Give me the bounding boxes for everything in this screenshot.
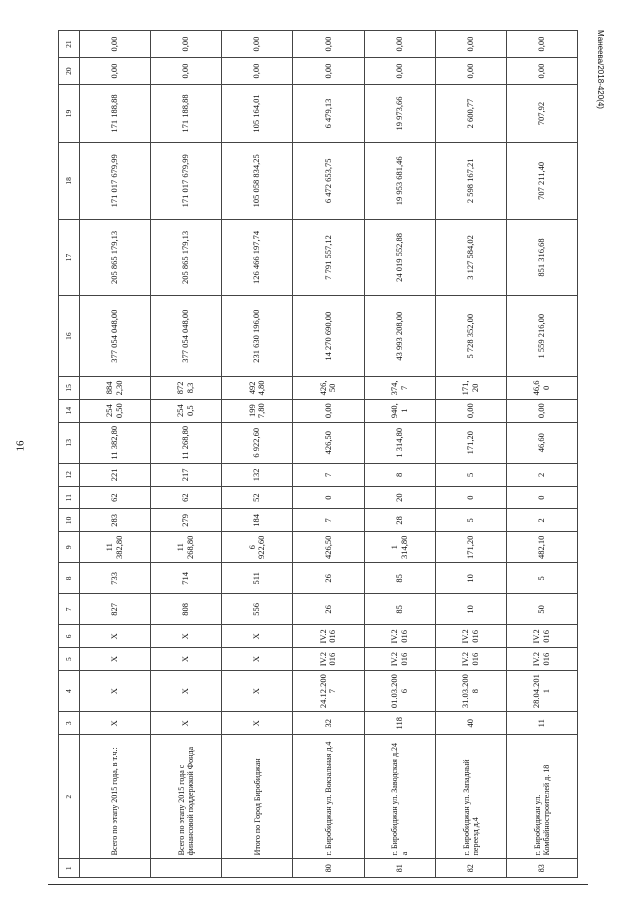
table-cell: 10 xyxy=(435,594,506,625)
table-cell: 171,20 xyxy=(435,377,506,400)
table-cell: 0,00 xyxy=(80,31,151,58)
row-index: 83 xyxy=(506,859,577,878)
table-cell: 377 054 048,00 xyxy=(80,296,151,377)
table-cell: 85 xyxy=(364,563,435,594)
table-cell: 11 382,80 xyxy=(80,422,151,463)
table-cell: 426,50 xyxy=(293,532,364,563)
table-cell: 0,00 xyxy=(364,31,435,58)
table-cell: 8842,30 xyxy=(80,377,151,400)
table-cell: 556 xyxy=(222,594,293,625)
table-cell: 482,10 xyxy=(506,532,577,563)
row-index: 80 xyxy=(293,859,364,878)
table-cell: 10 xyxy=(435,563,506,594)
table-cell: X xyxy=(222,670,293,711)
column-number: 5 xyxy=(59,648,80,671)
table-row xyxy=(151,31,222,878)
table-cell: 0,00 xyxy=(293,58,364,85)
table-cell: 426,50 xyxy=(293,422,364,463)
table-cell: 7 xyxy=(293,509,364,532)
column-number: 1 xyxy=(59,859,80,878)
row-label: Всего по этапу 2015 года, в т.ч.: xyxy=(80,735,151,859)
row-index: 82 xyxy=(435,859,506,878)
page-number: 16 xyxy=(14,440,27,452)
table-row xyxy=(293,31,364,878)
row-index: 81 xyxy=(364,859,435,878)
column-number: 13 xyxy=(59,422,80,463)
table-cell: 126 466 197,74 xyxy=(222,219,293,296)
table-cell: 0,00 xyxy=(435,58,506,85)
table-cell: 01.03.2006 xyxy=(364,670,435,711)
table-cell: 28.04.2011 xyxy=(506,670,577,711)
table-cell: 46,60 xyxy=(506,422,577,463)
table-cell: 14 270 690,00 xyxy=(293,296,364,377)
column-number: 3 xyxy=(59,712,80,735)
table-cell: 171,20 xyxy=(435,532,506,563)
column-number: 12 xyxy=(59,463,80,486)
table-cell: 52 xyxy=(222,486,293,509)
table-cell: 377 054 048,00 xyxy=(151,296,222,377)
table-cell: 2540,5 xyxy=(151,399,222,422)
table-cell: 2 xyxy=(506,509,577,532)
table-cell: 11 268,80 xyxy=(151,422,222,463)
table-cell: 2 600,77 xyxy=(435,85,506,143)
table-cell: 8728,3 xyxy=(151,377,222,400)
table-cell: 3 127 584,02 xyxy=(435,219,506,296)
table-cell: 11 xyxy=(506,712,577,735)
table-cell: 85 xyxy=(364,594,435,625)
table-cell: 0,00 xyxy=(151,58,222,85)
table-cell: X xyxy=(222,648,293,671)
column-number: 14 xyxy=(59,399,80,422)
table-cell: 19 953 681,46 xyxy=(364,143,435,220)
table-cell: 1997,80 xyxy=(222,399,293,422)
table-cell: 5 728 352,00 xyxy=(435,296,506,377)
table-cell: X xyxy=(222,712,293,735)
table-cell: 4924,80 xyxy=(222,377,293,400)
table-cell: 118 xyxy=(364,712,435,735)
table-cell: 11 382,80 xyxy=(80,532,151,563)
table-cell: 26 xyxy=(293,563,364,594)
table-cell: 0,00 xyxy=(435,31,506,58)
table-cell: IV.2016 xyxy=(435,625,506,648)
table-cell: 714 xyxy=(151,563,222,594)
table-cell: 0,00 xyxy=(293,399,364,422)
table-cell: IV.2016 xyxy=(364,625,435,648)
table-cell: 5 xyxy=(435,463,506,486)
column-number: 6 xyxy=(59,625,80,648)
table-cell: 0,00 xyxy=(435,399,506,422)
table-cell: 20 xyxy=(364,486,435,509)
table-cell: 707,92 xyxy=(506,85,577,143)
table-cell: 0,00 xyxy=(506,31,577,58)
table-cell: 2 xyxy=(506,463,577,486)
table-row xyxy=(364,31,435,878)
table-cell: 808 xyxy=(151,594,222,625)
row-index xyxy=(80,859,151,878)
table-cell: 19 973,66 xyxy=(364,85,435,143)
footer-divider xyxy=(48,884,588,885)
document-reference: Манеева/2018-420(4) xyxy=(596,30,605,109)
table-cell: 0,00 xyxy=(506,399,577,422)
table-cell: 231 630 196,00 xyxy=(222,296,293,377)
table-cell: 2 598 167,21 xyxy=(435,143,506,220)
table-cell: X xyxy=(151,670,222,711)
table-cell: IV.2016 xyxy=(293,648,364,671)
table-cell: 26 xyxy=(293,594,364,625)
table-cell: 24 019 552,88 xyxy=(364,219,435,296)
table-cell: 0,00 xyxy=(364,58,435,85)
table-cell: 6 922,60 xyxy=(222,532,293,563)
table-cell: 827 xyxy=(80,594,151,625)
table-cell: 105 164,01 xyxy=(222,85,293,143)
table-cell: 0,00 xyxy=(222,58,293,85)
table-row xyxy=(222,31,293,878)
table-cell: 7 xyxy=(293,463,364,486)
table-cell: 40 xyxy=(435,712,506,735)
table-cell: 205 865 179,13 xyxy=(80,219,151,296)
table-cell: 171,20 xyxy=(435,422,506,463)
table-cell: 8 xyxy=(364,463,435,486)
table-cell: X xyxy=(222,625,293,648)
column-number: 15 xyxy=(59,377,80,400)
table-cell: IV.2016 xyxy=(293,625,364,648)
table-cell: 1 314,80 xyxy=(364,532,435,563)
table-cell: 0,00 xyxy=(80,58,151,85)
table-cell: 0,00 xyxy=(293,31,364,58)
table-row xyxy=(80,31,151,878)
table-cell: 221 xyxy=(80,463,151,486)
table-cell: 43 993 208,00 xyxy=(364,296,435,377)
table-cell: 511 xyxy=(222,563,293,594)
column-number: 8 xyxy=(59,563,80,594)
row-label: Итого по Город Биробиджан xyxy=(222,735,293,859)
row-label: г. Биробиджан ул. Заводская д.24 а xyxy=(364,735,435,859)
table-cell: 62 xyxy=(151,486,222,509)
table-cell: 184 xyxy=(222,509,293,532)
table-cell: 171 017 679,99 xyxy=(151,143,222,220)
row-label: Всего по этапу 2015 года с финансовой поддержкой Фонда xyxy=(151,735,222,859)
table-cell: 940,1 xyxy=(364,399,435,422)
table-cell: 0,00 xyxy=(222,31,293,58)
table-cell: 1 559 216,00 xyxy=(506,296,577,377)
table-cell: 132 xyxy=(222,463,293,486)
column-number: 17 xyxy=(59,219,80,296)
row-label: г. Биробиджан ул. Вокзальная д.4 xyxy=(293,735,364,859)
table-cell: 105 058 834,25 xyxy=(222,143,293,220)
table-cell: X xyxy=(80,712,151,735)
table-cell: 707 211,40 xyxy=(506,143,577,220)
table-cell: 5 xyxy=(506,563,577,594)
column-number: 11 xyxy=(59,486,80,509)
table-cell: X xyxy=(151,625,222,648)
row-index xyxy=(151,859,222,878)
row-index xyxy=(222,859,293,878)
table-row xyxy=(435,31,506,878)
table-cell: 28 xyxy=(364,509,435,532)
column-number: 4 xyxy=(59,670,80,711)
table-cell: 31.03.2008 xyxy=(435,670,506,711)
column-number-row xyxy=(59,31,80,878)
table-cell: 0,00 xyxy=(506,58,577,85)
column-number: 2 xyxy=(59,735,80,859)
table-cell: 62 xyxy=(80,486,151,509)
table-cell: X xyxy=(151,712,222,735)
table-cell: 0 xyxy=(506,486,577,509)
table-cell: 1 314,80 xyxy=(364,422,435,463)
column-number: 21 xyxy=(59,31,80,58)
table-cell: X xyxy=(80,648,151,671)
table-cell: 0,00 xyxy=(151,31,222,58)
table-cell: 171 188,88 xyxy=(80,85,151,143)
row-label: г. Биробиджан ул. Комбайностроителей д. 18 xyxy=(506,735,577,859)
table-cell: IV.2016 xyxy=(364,648,435,671)
table-cell: IV.2016 xyxy=(435,648,506,671)
table-cell: 171 188,88 xyxy=(151,85,222,143)
table-cell: X xyxy=(151,648,222,671)
table-cell: 46,60 xyxy=(506,377,577,400)
table-cell: 6 922,60 xyxy=(222,422,293,463)
column-number: 7 xyxy=(59,594,80,625)
table-cell: 5 xyxy=(435,509,506,532)
table-cell: 6 479,13 xyxy=(293,85,364,143)
row-label: г. Биробиджан ул. Западный переезд д.4 xyxy=(435,735,506,859)
table-cell: 426,50 xyxy=(293,377,364,400)
table-cell: X xyxy=(80,625,151,648)
table-cell: 11 268,80 xyxy=(151,532,222,563)
table-cell: 0 xyxy=(435,486,506,509)
column-number: 18 xyxy=(59,143,80,220)
table-cell: 32 xyxy=(293,712,364,735)
column-number: 19 xyxy=(59,85,80,143)
table-cell: 733 xyxy=(80,563,151,594)
housing-program-table xyxy=(58,30,578,878)
column-number: 10 xyxy=(59,509,80,532)
table-cell: IV.2016 xyxy=(506,625,577,648)
table-cell: X xyxy=(80,670,151,711)
table-cell: 6 472 653,75 xyxy=(293,143,364,220)
column-number: 20 xyxy=(59,58,80,85)
table-cell: 0 xyxy=(293,486,364,509)
table-cell: 50 xyxy=(506,594,577,625)
column-number: 9 xyxy=(59,532,80,563)
table-cell: 279 xyxy=(151,509,222,532)
table-cell: 171 017 679,99 xyxy=(80,143,151,220)
table-cell: 24.12.2007 xyxy=(293,670,364,711)
table-container xyxy=(58,30,578,878)
table-cell: 205 865 179,13 xyxy=(151,219,222,296)
table-cell: 283 xyxy=(80,509,151,532)
table-cell: 7 791 557,12 xyxy=(293,219,364,296)
table-cell: IV.2016 xyxy=(506,648,577,671)
column-number: 16 xyxy=(59,296,80,377)
table-cell: 217 xyxy=(151,463,222,486)
table-cell: 851 316,68 xyxy=(506,219,577,296)
table-cell: 2540,50 xyxy=(80,399,151,422)
table-row xyxy=(506,31,577,878)
table-cell: 374,7 xyxy=(364,377,435,400)
